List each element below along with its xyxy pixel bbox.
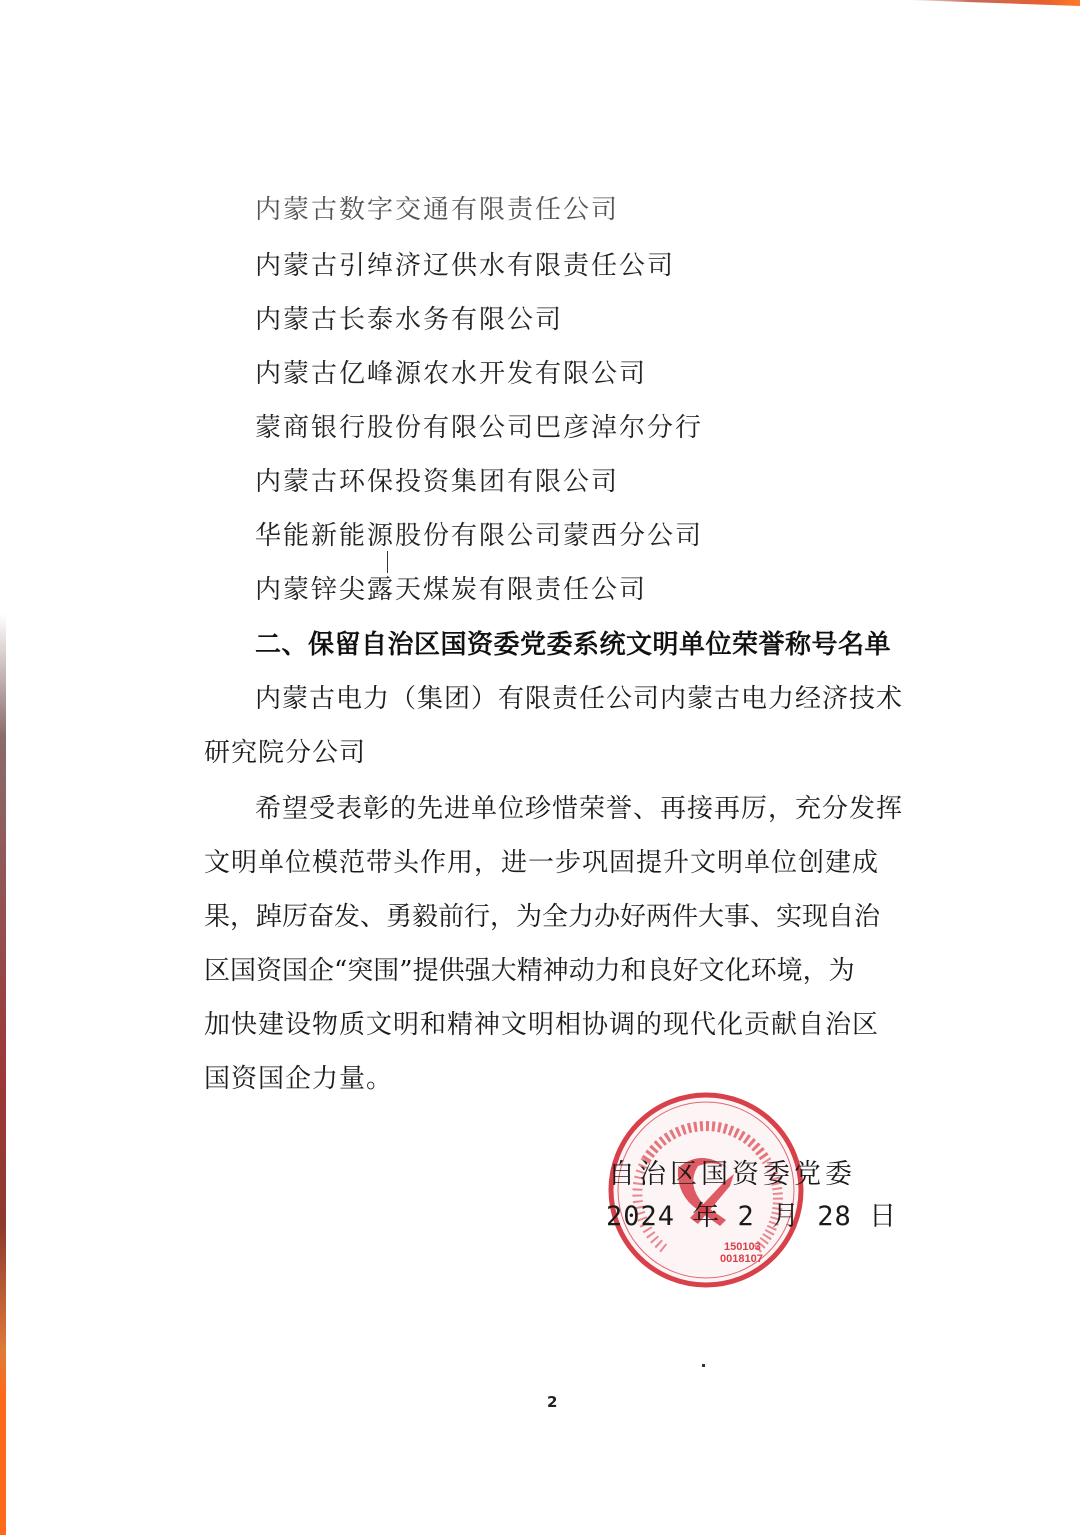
paragraph-line: 区国资国企“突围”提供强大精神动力和良好文化环境，为 xyxy=(204,956,855,986)
list-item: 内蒙古环保投资集团有限公司 xyxy=(255,467,620,497)
paragraph-line: 文明单位模范带头作用，进一步巩固提升文明单位创建成 xyxy=(204,848,880,878)
paragraph-line: 希望受表彰的先进单位珍惜荣誉、再接再厉，充分发挥 xyxy=(255,794,904,824)
list-item: 内蒙古亿峰源农水开发有限公司 xyxy=(255,359,648,389)
scan-speck xyxy=(702,1364,705,1367)
scan-edge-top xyxy=(900,0,1080,6)
paragraph-line: 加快建设物质文明和精神文明相协调的现代化贡献自治区 xyxy=(204,1010,880,1040)
list-item: 内蒙古数字交通有限责任公司 xyxy=(255,195,620,225)
paragraph-line: 国资国企力量。 xyxy=(204,1064,394,1094)
list-item: 内蒙古长泰水务有限公司 xyxy=(255,305,564,335)
svg-text:150103: 150103 xyxy=(724,1241,761,1253)
list-item: 内蒙古引绰济辽供水有限责任公司 xyxy=(255,251,676,281)
list-item: 蒙商银行股份有限公司巴彦淖尔分行 xyxy=(255,413,704,443)
issuer-signature: 自治区国资委党委 xyxy=(608,1159,856,1190)
svg-text:0018107: 0018107 xyxy=(720,1253,763,1265)
scan-edge-left xyxy=(0,0,6,1535)
retained-unit-line-1: 内蒙古电力（集团）有限责任公司内蒙古电力经济技术 xyxy=(255,684,904,714)
list-item: 内蒙锌尖露天煤炭有限责任公司 xyxy=(255,575,648,605)
issue-date: 2024 年 2 月 28 日 xyxy=(606,1201,898,1232)
list-item: 华能新能源股份有限公司蒙西分公司 xyxy=(255,521,704,551)
scan-artifact-line xyxy=(387,551,388,573)
section-heading: 二、保留自治区国资委党委系统文明单位荣誉称号名单 xyxy=(255,630,892,660)
page-number: 2 xyxy=(547,1393,558,1411)
retained-unit-line-2: 研究院分公司 xyxy=(204,738,367,768)
paragraph-line: 果，踔厉奋发、勇毅前行，为全力办好两件大事、实现自治 xyxy=(204,902,881,932)
